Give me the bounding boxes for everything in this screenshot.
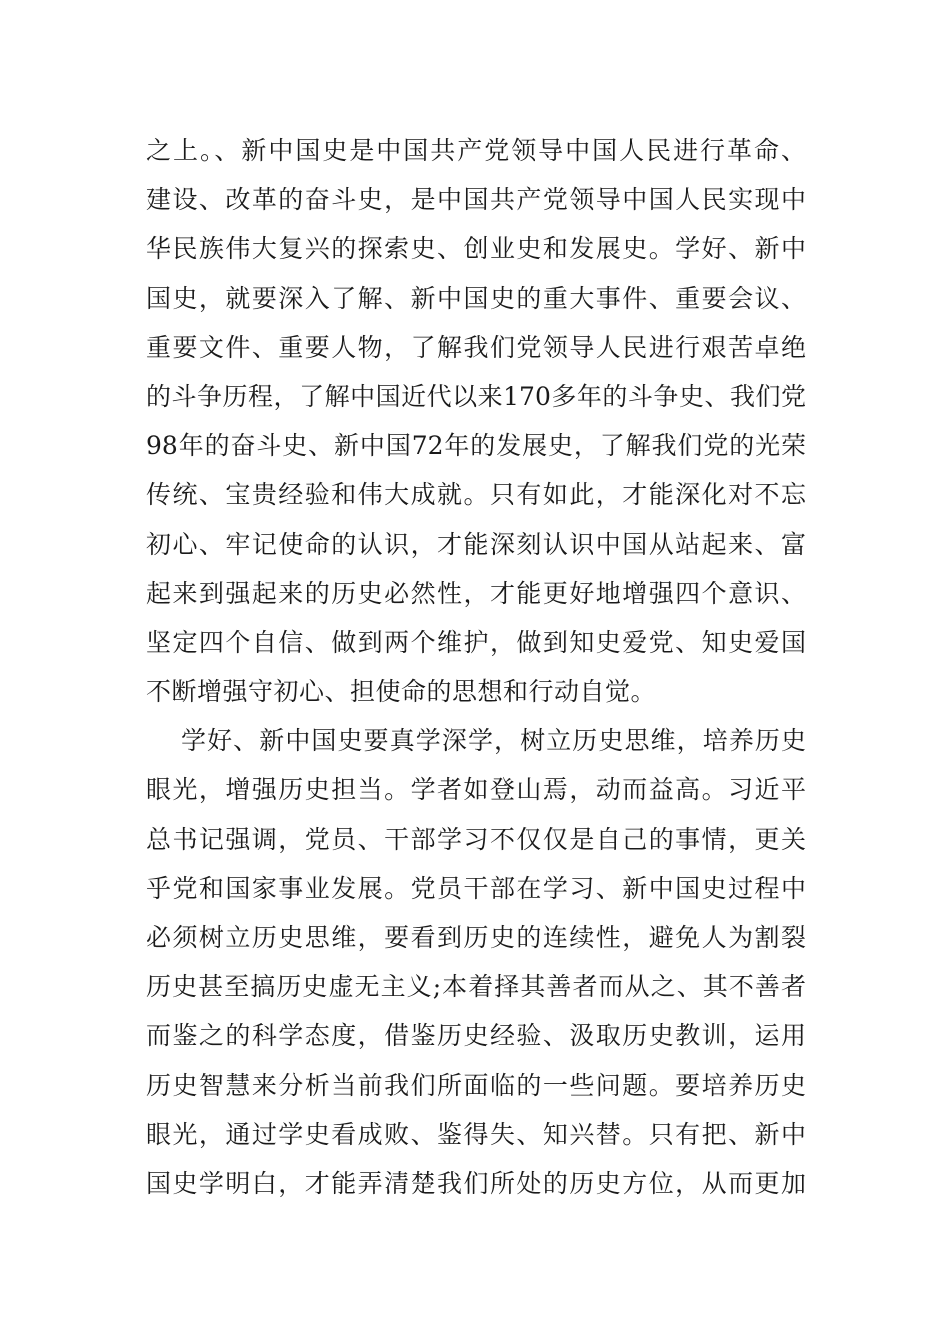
text-line: 初心、牢记使命的认识，才能深刻认识中国从站起来、富 bbox=[146, 529, 806, 559]
text-line: 眼光，增强历史担当。学者如登山焉，动而益高。习近平 bbox=[146, 775, 806, 805]
text-line: 历史甚至搞历史虚无主义;本着择其善者而从之、其不善者 bbox=[146, 972, 806, 1002]
text-line: 历史智慧来分析当前我们所面临的一些问题。要培养历史 bbox=[146, 1070, 806, 1100]
text-line: 国史，就要深入了解、新中国史的重大事件、重要会议、 bbox=[146, 283, 806, 313]
body-text bbox=[146, 126, 806, 1208]
text-line: 而鉴之的科学态度，借鉴历史经验、汲取历史教训，运用 bbox=[146, 1021, 806, 1051]
text-line: 建设、改革的奋斗史，是中国共产党领导中国人民实现中 bbox=[146, 185, 806, 215]
text-line: 国史学明白，才能弄清楚我们所处的历史方位，从而更加 bbox=[146, 1168, 806, 1198]
paragraph-2 bbox=[146, 716, 806, 1208]
text-line: 眼光，通过学史看成败、鉴得失、知兴替。只有把、新中 bbox=[146, 1119, 806, 1149]
text-line: 98年的奋斗史、新中国72年的发展史，了解我们党的光荣 bbox=[146, 431, 806, 461]
text-line: 坚定四个自信、做到两个维护，做到知史爱党、知史爱国 bbox=[146, 627, 806, 657]
text-line: 的斗争历程，了解中国近代以来170多年的斗争史、我们党 bbox=[146, 381, 806, 411]
text-line: 起来到强起来的历史必然性，才能更好地增强四个意识、 bbox=[146, 578, 806, 608]
text-line: 传统、宝贵经验和伟大成就。只有如此，才能深化对不忘 bbox=[146, 480, 806, 510]
text-line: 必须树立历史思维，要看到历史的连续性，避免人为割裂 bbox=[146, 923, 806, 952]
paragraph-1 bbox=[146, 126, 806, 716]
text-line: 华民族伟大复兴的探索史、创业史和发展史。学好、新中 bbox=[146, 234, 806, 264]
text-line: 之上。、新中国史是中国共产党领导中国人民进行革命、 bbox=[146, 136, 806, 165]
text-line: 重要文件、重要人物，了解我们党领导人民进行艰苦卓绝 bbox=[146, 332, 806, 362]
text-line: 乎党和国家事业发展。党员干部在学习、新中国史过程中 bbox=[146, 873, 806, 903]
text-line: 总书记强调，党员、干部学习不仅仅是自己的事情，更关 bbox=[146, 824, 806, 854]
text-line: 学好、新中国史要真学深学，树立历史思维，培养历史 bbox=[181, 726, 806, 756]
text-line: 不断增强守初心、担使命的思想和行动自觉。 bbox=[146, 677, 657, 707]
